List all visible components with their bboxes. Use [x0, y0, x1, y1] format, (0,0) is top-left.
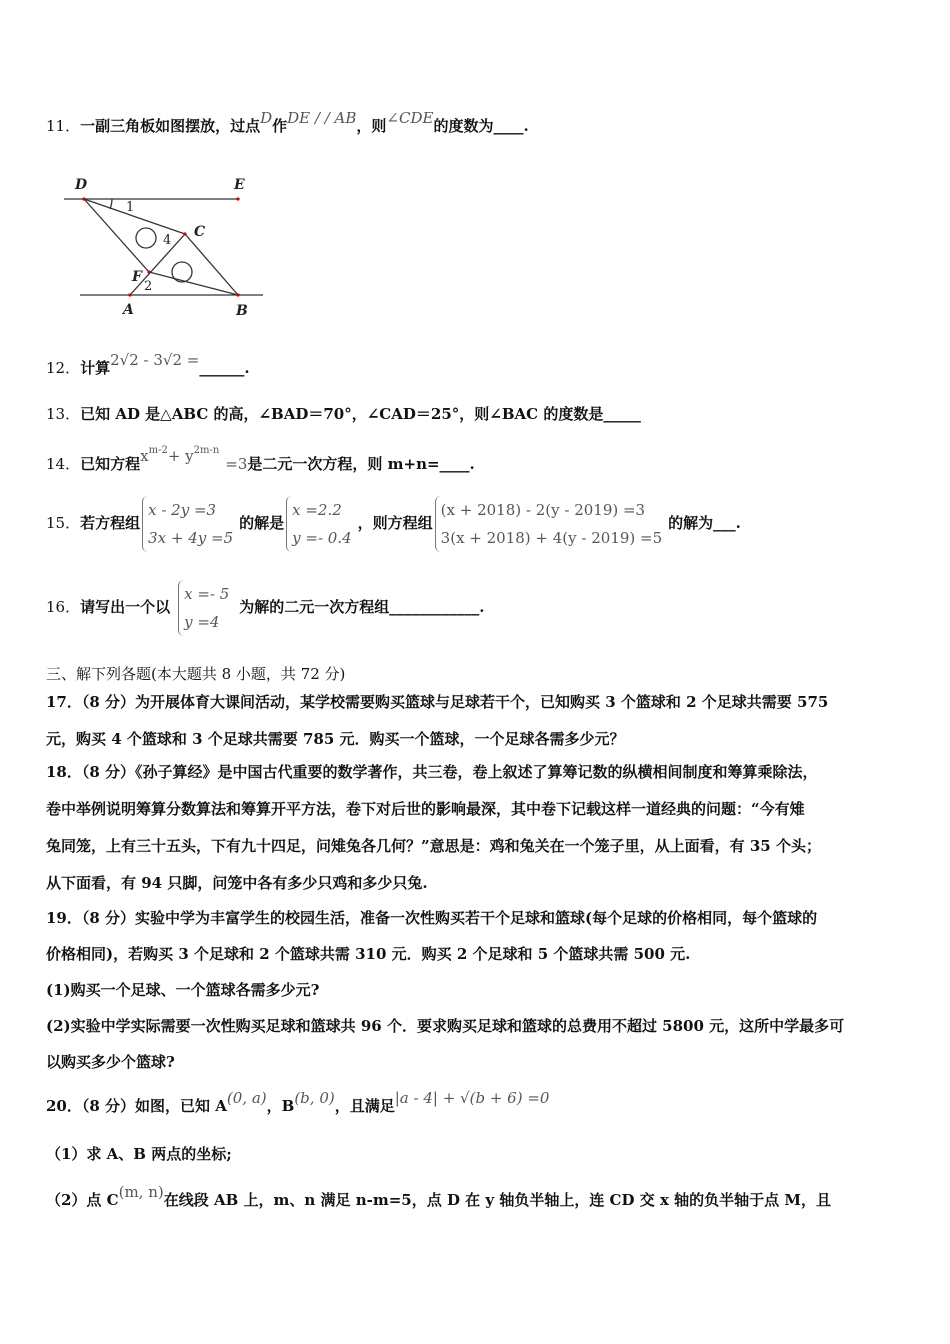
- q19-line-2: 价格相同)，若购买 3 个足球和 2 个篮球共需 310 元．购买 2 个足球和 5 个篮球共需 500 元.: [46, 945, 691, 963]
- q14-expr-x: x: [140, 447, 149, 465]
- q15: [46, 494, 741, 552]
- label-f: F: [132, 269, 142, 285]
- q15-text-1: 若方程组: [80, 514, 141, 532]
- q13: [46, 404, 641, 424]
- label-angle-1: 1: [126, 200, 135, 215]
- q20-text-2: ，B: [266, 1097, 295, 1115]
- q18-line-4: 从下面看，有 94 只脚，问笼中各有多少只鸡和多少只兔.: [46, 874, 428, 892]
- q15-system-2-eq-1: x =2.2: [292, 501, 342, 519]
- q15-system-1-eq-2: 3x + 4y =5: [148, 529, 234, 547]
- label-b: B: [236, 303, 248, 319]
- q20-sub-2-text-1: （2）点 C: [46, 1191, 119, 1209]
- q15-system-3-eq-2: 3(x + 2018) + 4(y - 2019) =5: [440, 529, 663, 547]
- q12-expression: 2√2 - 3√2 =: [110, 351, 200, 369]
- q16-system-eq-2: y =4: [184, 613, 220, 631]
- q19: [46, 900, 904, 1080]
- q19-line-1: 19．（8 分）实验中学为丰富学生的校园生活，准备一次性购买若干个足球和篮球(每个足球的价格相同，每个篮球的: [46, 909, 818, 927]
- q16-text-2: 为解的二元一次方程组____________.: [239, 598, 485, 616]
- q15-number: 15．: [46, 514, 81, 532]
- q16-text-1: 请写出一个以: [80, 598, 171, 616]
- q17: [46, 684, 904, 758]
- q12-number: 12．: [46, 359, 81, 377]
- q11-condition: DE / / AB: [287, 109, 357, 127]
- q18: [46, 754, 904, 902]
- q16-system: [178, 580, 233, 636]
- q11-text-1: 一副三角板如图摆放，过点: [80, 117, 261, 135]
- q15-system-2: [286, 496, 356, 552]
- label-angle-2: 2: [144, 279, 153, 294]
- label-d: D: [75, 177, 88, 193]
- q17-line-2: 元，购买 4 个篮球和 3 个足球共需要 785 元．购买一个篮球，一个足球各需多少元？: [46, 730, 625, 748]
- q12-text: 计算: [80, 359, 111, 377]
- q11-angle: ∠CDE: [386, 109, 434, 127]
- q13-number: 13．: [46, 405, 81, 423]
- q18-line-2: 卷中举例说明筹算分数算法和筹算开平方法，卷下对后世的影响最深，其中卷下记载这样一道经典的问题：“今有雉: [46, 800, 805, 818]
- q15-system-1: [142, 496, 237, 552]
- q20-point-c: (m, n): [118, 1183, 164, 1201]
- q14-plus-y: + y: [167, 447, 194, 465]
- q15-system-3: [435, 496, 666, 552]
- q16-system-eq-1: x =- 5: [184, 585, 230, 603]
- q15-system-2-eq-2: y =- 0.4: [292, 529, 352, 547]
- label-angle-4: 4: [163, 233, 172, 248]
- q11-point-d: D: [260, 109, 273, 127]
- q14-number: 14．: [46, 455, 81, 473]
- q16: [46, 578, 485, 636]
- label-c: C: [194, 224, 206, 240]
- q18-line-1: 18．（8 分）《孙子算经》是中国古代重要的数学著作，共三卷，卷上叙述了算筹记数的纵横相间制度和筹算乘除法，: [46, 763, 818, 781]
- q20-point-b: (b, 0): [294, 1089, 335, 1107]
- q20-text-1: 20．（8 分）如图，已知 A: [46, 1097, 227, 1115]
- q16-number: 16．: [46, 598, 81, 616]
- q14: [46, 445, 475, 474]
- q14-exponent-2: 2m-n: [193, 445, 220, 456]
- q13-text: 已知 AD 是△ABC 的高，∠BAD＝70°，∠CAD＝25°，则∠BAC 的度数是_____: [80, 405, 641, 423]
- q15-text-2: 的解是: [239, 514, 285, 532]
- q20-sub-1: （1）求 A、B 两点的坐标;: [46, 1145, 232, 1163]
- q18-line-3: 兔同笼，上有三十五头，下有九十四足，问雉兔各几何？”意思是：鸡和兔关在一个笼子里，从上面看，有 35 个头；: [46, 837, 821, 855]
- label-a: A: [123, 302, 134, 318]
- q11-text-3: ，则: [356, 117, 387, 135]
- q11-text-4: 的度数为____.: [433, 117, 529, 135]
- q11-number: 11．: [46, 117, 81, 135]
- q19-line-4: (2)实验中学实际需要一次性购买足球和篮球共 96 个．要求购买足球和篮球的总费用不超过 5800 元，这所中学最多可: [46, 1017, 845, 1035]
- q14-text-2: 是二元一次方程，则 m+n=____.: [247, 455, 475, 473]
- q19-line-3: (1)购买一个足球、一个篮球各需多少元?: [46, 981, 320, 999]
- q14-equals: =3: [225, 455, 248, 473]
- label-e: E: [234, 177, 245, 193]
- q15-text-3: ，则方程组: [357, 514, 433, 532]
- q15-text-4: 的解为___.: [668, 514, 741, 532]
- q20-condition: |a - 4| + √(b + 6) =0: [394, 1089, 550, 1107]
- q14-text-1: 已知方程: [80, 455, 141, 473]
- q14-exponent-1: m-2: [148, 445, 168, 456]
- q12: [46, 351, 250, 378]
- q20-sub-2: [46, 1183, 831, 1210]
- q11-text-2: 作: [272, 117, 288, 135]
- q11: [46, 109, 529, 136]
- section-3-heading: 三、解下列各题(本大题共 8 小题，共 72 分): [46, 665, 346, 683]
- q20-text-3: ，且满足: [334, 1097, 395, 1115]
- q20-sub-2-text-2: 在线段 AB 上，m、n 满足 n-m=5，点 D 在 y 轴负半轴上，连 CD 交 x 轴的负半轴于点 M，且: [163, 1191, 831, 1209]
- q20-line-1: [46, 1089, 550, 1116]
- q20-point-a: (0, a): [226, 1089, 267, 1107]
- q15-system-1-eq-1: x - 2y =3: [148, 501, 217, 519]
- triangle-figure: [60, 170, 275, 320]
- q19-line-5: 以购买多少个篮球?: [46, 1053, 175, 1071]
- q17-line-1: 17．（8 分）为开展体育大课间活动，某学校需要购买篮球与足球若干个，已知购买 3 个篮球和 2 个足球共需要 575: [46, 693, 829, 711]
- q12-tail: ______.: [199, 359, 250, 377]
- q15-system-3-eq-1: (x + 2018) - 2(y - 2019) =3: [440, 501, 646, 519]
